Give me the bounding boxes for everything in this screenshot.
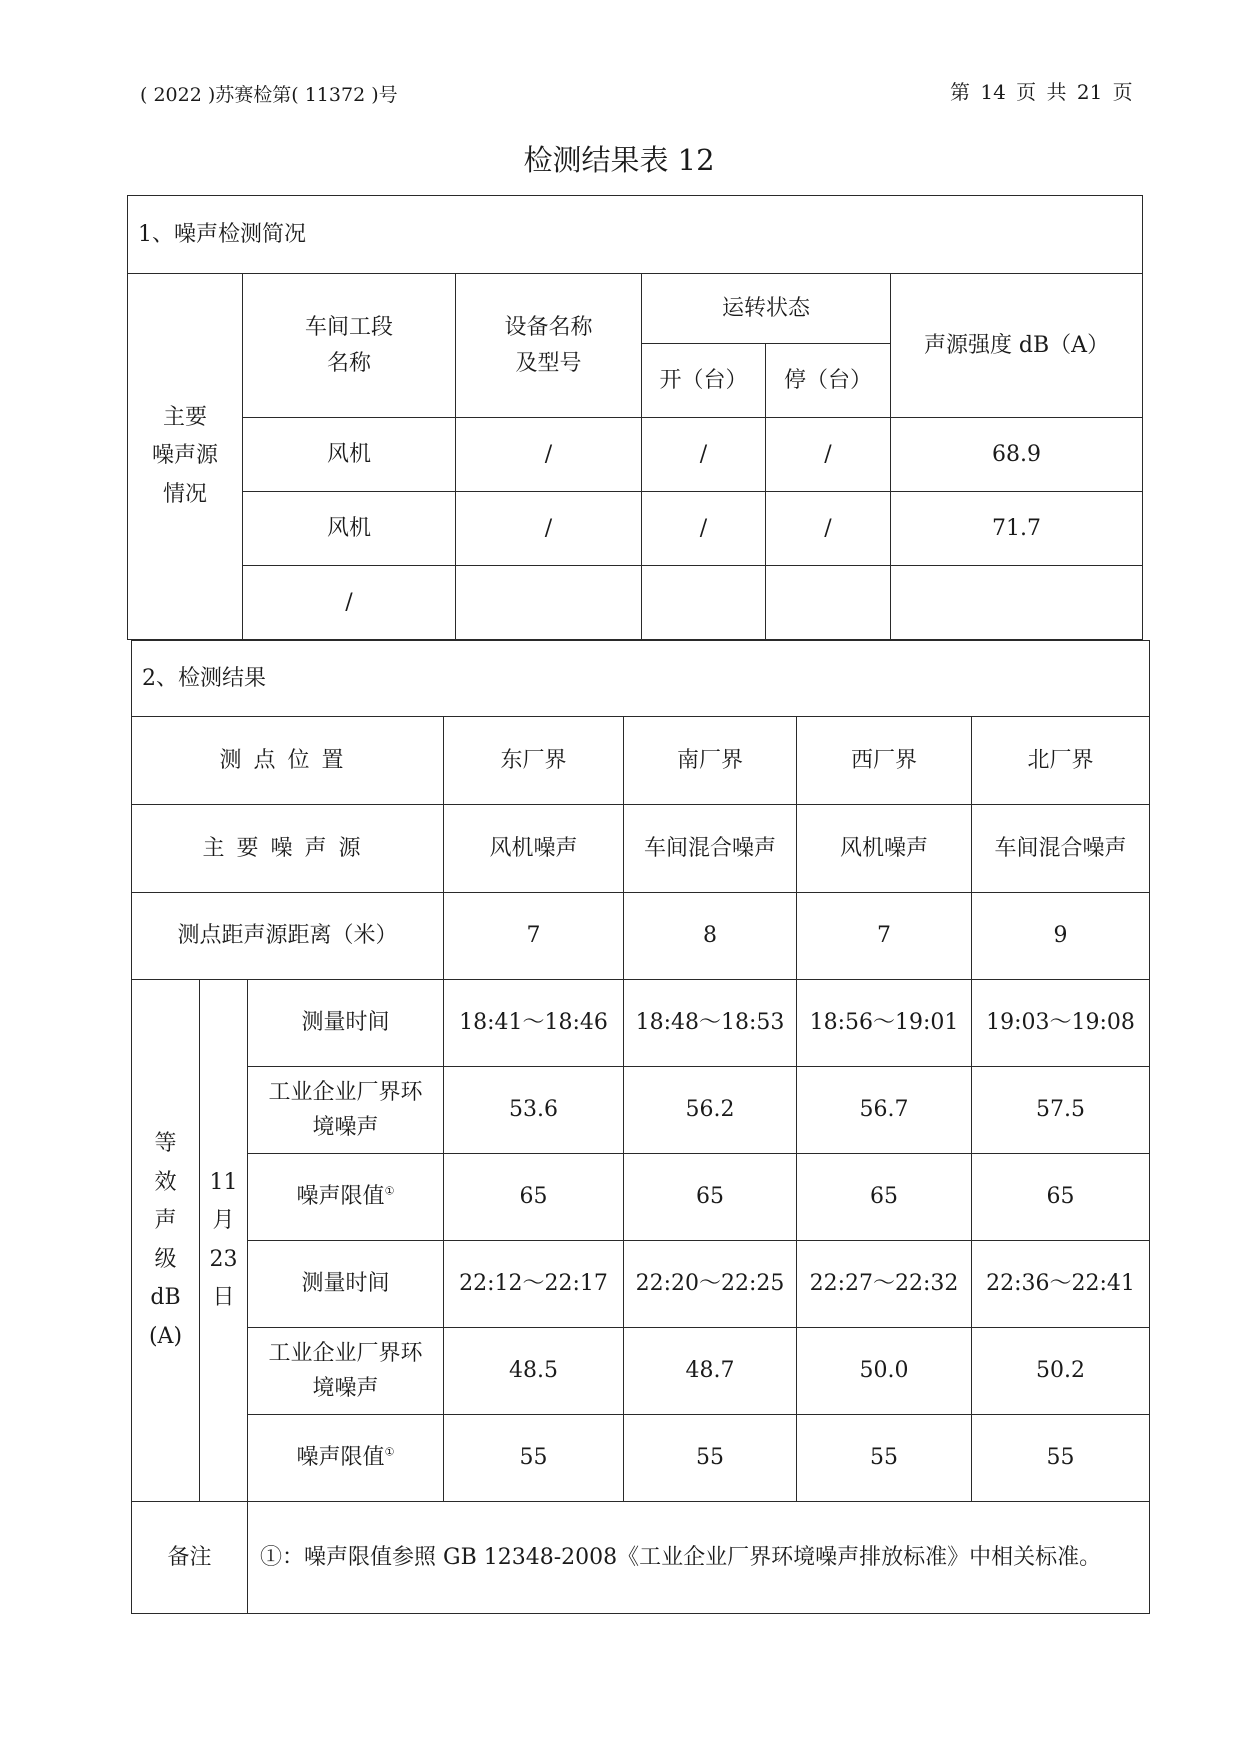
report-number: ( 2022 )苏赛检第( 11372 )号 <box>140 84 398 106</box>
noise-value-cell: 57.5 <box>972 1067 1150 1154</box>
date-label: 11 月 23 日 <box>200 980 248 1502</box>
on-cell: / <box>642 492 766 566</box>
noise-value-cell: 50.0 <box>797 1328 972 1415</box>
equipment-cell: / <box>456 418 642 492</box>
noise-limit-text: 噪声限值 <box>296 1184 385 1210</box>
footnote-mark: ① <box>384 1446 395 1460</box>
time-cell: 18:48～18:53 <box>624 980 797 1067</box>
source-cell: 车间混合噪声 <box>972 805 1150 893</box>
page-title: 检测结果表 12 <box>523 143 715 177</box>
limit-cell: 55 <box>797 1415 972 1502</box>
noise-limit-text: 噪声限值 <box>296 1445 385 1471</box>
position-north: 北厂界 <box>972 717 1150 805</box>
on-cell: / <box>642 418 766 492</box>
source-cell: 风机噪声 <box>444 805 624 893</box>
main-source-row-label: 主要噪声源 <box>132 805 444 893</box>
position-south: 南厂界 <box>624 717 797 805</box>
detection-result-table <box>131 640 1150 1614</box>
time-cell: 22:20～22:25 <box>624 1241 797 1328</box>
page-info: 第 14 页 共 21 页 <box>950 80 1133 104</box>
main-source-label: 主要 噪声源 情况 <box>128 274 243 640</box>
noise-limit-label <box>248 1415 444 1502</box>
table-row <box>128 566 1143 640</box>
noise-source-table <box>127 195 1143 640</box>
distance-label: 测点距声源距离（米） <box>132 893 444 980</box>
time-cell: 22:36～22:41 <box>972 1241 1150 1328</box>
time-cell: 22:12～22:17 <box>444 1241 624 1328</box>
position-west: 西厂界 <box>797 717 972 805</box>
limit-cell: 65 <box>624 1154 797 1241</box>
remark-text: ①：噪声限值参照 GB 12348-2008《工业企业厂界环境噪声排放标准》中相关标准。 <box>248 1502 1150 1614</box>
section2-title: 2、检测结果 <box>132 641 1150 717</box>
table-row <box>128 492 1143 566</box>
workshop-cell: 风机 <box>243 418 456 492</box>
intensity-cell: 68.9 <box>891 418 1143 492</box>
noise-value-cell: 56.2 <box>624 1067 797 1154</box>
off-cell: / <box>766 418 891 492</box>
distance-cell: 7 <box>797 893 972 980</box>
time-cell: 22:27～22:32 <box>797 1241 972 1328</box>
equipment-cell <box>456 566 642 640</box>
noise-value-cell: 50.2 <box>972 1328 1150 1415</box>
workshop-cell: 风机 <box>243 492 456 566</box>
off-cell: / <box>766 492 891 566</box>
source-cell: 风机噪声 <box>797 805 972 893</box>
measure-time-label: 测量时间 <box>248 980 444 1067</box>
time-cell: 19:03～19:08 <box>972 980 1150 1067</box>
status-header: 运转状态 <box>642 274 891 344</box>
limit-cell: 65 <box>797 1154 972 1241</box>
noise-limit-label <box>248 1154 444 1241</box>
equipment-cell: / <box>456 492 642 566</box>
off-cell <box>766 566 891 640</box>
boundary-noise-label: 工业企业厂界环 境噪声 <box>248 1328 444 1415</box>
limit-cell: 65 <box>444 1154 624 1241</box>
time-cell: 18:56～19:01 <box>797 980 972 1067</box>
limit-cell: 65 <box>972 1154 1150 1241</box>
intensity-cell: 71.7 <box>891 492 1143 566</box>
source-cell: 车间混合噪声 <box>624 805 797 893</box>
measure-time-label: 测量时间 <box>248 1241 444 1328</box>
position-label: 测点位置 <box>132 717 444 805</box>
remark-label: 备注 <box>132 1502 248 1614</box>
workshop-cell: / <box>243 566 456 640</box>
distance-cell: 8 <box>624 893 797 980</box>
workshop-header: 车间工段 名称 <box>243 274 456 418</box>
noise-value-cell: 48.5 <box>444 1328 624 1415</box>
table-row <box>128 418 1143 492</box>
intensity-cell <box>891 566 1143 640</box>
equivalent-level-label: 等 效 声 级 dB (A) <box>132 980 200 1502</box>
section1-title: 1、噪声检测简况 <box>128 196 1143 274</box>
equipment-header: 设备名称 及型号 <box>456 274 642 418</box>
distance-cell: 7 <box>444 893 624 980</box>
status-off-header: 停（台） <box>766 344 891 418</box>
noise-value-cell: 53.6 <box>444 1067 624 1154</box>
distance-cell: 9 <box>972 893 1150 980</box>
boundary-noise-label: 工业企业厂界环 境噪声 <box>248 1067 444 1154</box>
noise-value-cell: 48.7 <box>624 1328 797 1415</box>
position-east: 东厂界 <box>444 717 624 805</box>
time-cell: 18:41～18:46 <box>444 980 624 1067</box>
limit-cell: 55 <box>624 1415 797 1502</box>
intensity-header: 声源强度 dB（A） <box>891 274 1143 418</box>
limit-cell: 55 <box>972 1415 1150 1502</box>
limit-cell: 55 <box>444 1415 624 1502</box>
footnote-mark: ① <box>384 1185 395 1199</box>
on-cell <box>642 566 766 640</box>
status-on-header: 开（台） <box>642 344 766 418</box>
noise-value-cell: 56.7 <box>797 1067 972 1154</box>
